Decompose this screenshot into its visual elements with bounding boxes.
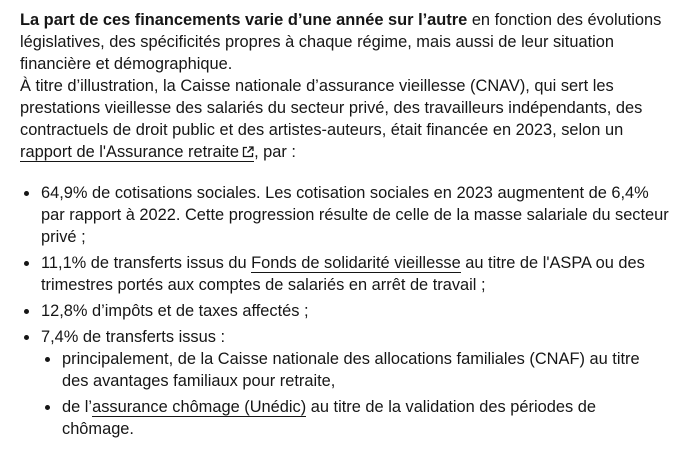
list-item-text: 12,8% d’impôts et de taxes affectés ; bbox=[41, 302, 309, 320]
sublist-item-text: au titre de la validation des périodes de chômage. bbox=[62, 398, 596, 438]
assurance-retraite-report-link-label: rapport de l'Assurance retraite bbox=[20, 143, 240, 161]
sublist-item-unedic bbox=[41, 396, 670, 440]
financing-list bbox=[20, 182, 670, 440]
fonds-solidarite-vieillesse-link[interactable]: Fonds de solidarité vieillesse bbox=[251, 254, 461, 272]
assurance-retraite-report-link[interactable] bbox=[20, 143, 254, 162]
intro-paragraph bbox=[20, 9, 670, 163]
list-item-text: au titre de l'ASPA ou des trimestres portés aux comptes de salariés en arrêt de travail ; bbox=[41, 254, 645, 294]
list-item-text: 64,9% de cotisations sociales. Les cotisation sociales en 2023 augmentent de 6,4% par rapport à 2022. Cette progression résulte de celle de la masse salariale du secteur privé ; bbox=[41, 184, 669, 246]
transferts-sublist bbox=[41, 348, 670, 440]
external-link-icon bbox=[242, 146, 254, 158]
list-item-cotisations bbox=[20, 182, 670, 248]
intro-after-link: , par : bbox=[254, 143, 296, 161]
sublist-item-cnaf bbox=[41, 348, 670, 392]
sublist-item-text: principalement, de la Caisse nationale des allocations familiales (CNAF) au titre des avantages familiaux pour retraite, bbox=[62, 350, 640, 390]
list-item-text: 11,1% de transferts issus du bbox=[41, 254, 252, 272]
intro-text-1: en fonction des évolutions législatives, des spécificités propres à chaque régime, mais aussi de leur situation financière et démographique. bbox=[20, 11, 662, 73]
list-item-fsv bbox=[20, 252, 670, 296]
intro-text-2: À titre d’illustration, la Caisse nationale d’assurance vieillesse (CNAV), qui sert les prestations vieillesse des salariés du secteur privé, des travailleurs indépendants, des contractuels de droit public et des artistes-auteurs, était financée en 2023, selon un bbox=[20, 77, 643, 139]
list-item-impots bbox=[20, 300, 670, 322]
list-item-text: 7,4% de transferts issus : bbox=[41, 328, 226, 346]
list-item-transferts bbox=[20, 326, 670, 440]
sublist-item-text: de l’ bbox=[62, 398, 93, 416]
intro-bold: La part de ces financements varie d’une année sur l’autre bbox=[20, 11, 468, 29]
assurance-chomage-link[interactable]: assurance chômage (Unédic) bbox=[92, 398, 307, 416]
article-content bbox=[20, 9, 670, 444]
